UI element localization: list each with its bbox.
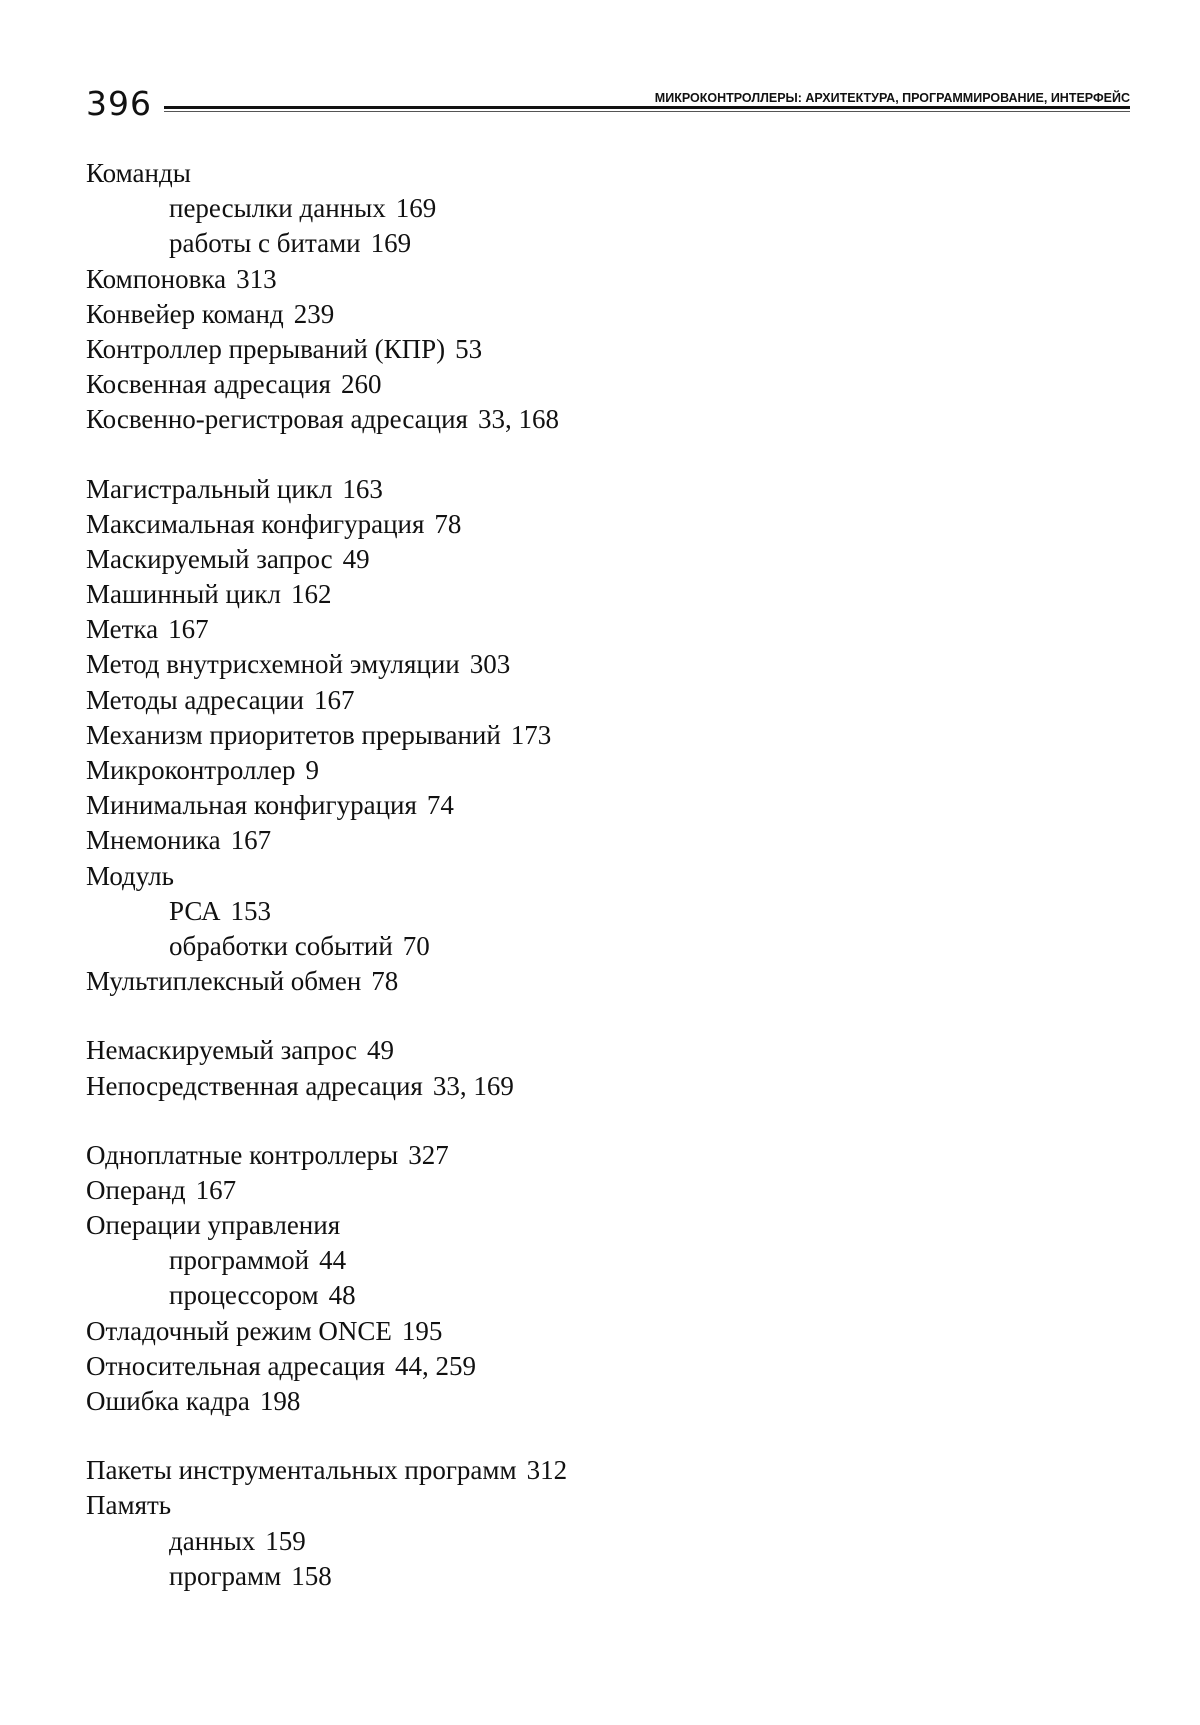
index-entry [86,1033,1086,1068]
index-term: данных [169,1525,256,1556]
index-group [86,1453,1086,1594]
index-term: РСА [169,895,221,926]
index-entry [86,683,1086,718]
index-term: Одноплатные контроллеры [86,1139,399,1170]
index-entry [86,1069,1086,1104]
index-page-ref: 33, 168 [477,404,559,435]
index-page-ref: 167 [195,1174,237,1205]
index-page-ref: 195 [401,1315,443,1346]
index-page-ref: 167 [313,684,355,715]
index-entry [86,859,1086,894]
index-term: Отладочный режим ONCE [86,1315,392,1346]
index-term: Контроллер прерываний (КПР) [86,333,446,364]
index-entry [86,542,1086,577]
index-page-ref: 169 [370,228,412,259]
index-term: Магистральный цикл [86,473,333,504]
index-page-ref: 169 [395,193,437,224]
index-term: Непосредственная адресация [86,1070,423,1101]
index-entry [86,1384,1086,1419]
index-page-ref: 44, 259 [395,1350,477,1381]
index-entry [86,1349,1086,1384]
index-term: Максимальная конфигурация [86,508,425,539]
index-entry [86,1208,1086,1243]
index-page-ref: 159 [265,1525,306,1556]
index-page-ref: 49 [342,543,370,574]
index-entry [86,402,1086,437]
index-group [86,1033,1086,1103]
index-term: Относительная адресация [86,1350,386,1381]
index-term: Маскируемый запрос [86,543,333,574]
subject-index [86,156,1086,1628]
index-page-ref: 163 [342,473,383,504]
index-term: Команды [86,158,191,188]
index-page-ref: 198 [259,1386,301,1416]
index-term: Конвейер команд [86,298,284,329]
index-term: Операции управления [86,1210,341,1241]
index-term: Метод внутрисхемной эмуляции [86,649,460,680]
index-page-ref: 9 [305,755,319,785]
index-entry [86,507,1086,542]
index-page-ref: 70 [402,930,430,961]
index-subentry [86,929,1086,964]
index-page-ref: 158 [291,1560,332,1591]
index-page-ref: 313 [236,263,277,294]
index-term: работы с битами [169,228,361,259]
index-page-ref: 153 [230,895,272,926]
index-term: Метка [86,614,159,645]
index-entry [86,1138,1086,1173]
index-term: Ошибка кадра [86,1386,250,1416]
header-rule-thin [164,111,1130,112]
index-term: Память [86,1490,172,1521]
index-page-ref: 74 [426,790,454,821]
index-entry [86,823,1086,858]
index-term: обработки событий [169,930,393,961]
index-page-ref: 49 [367,1035,395,1066]
index-page-ref: 162 [290,579,332,610]
index-term: Минимальная конфигурация [86,790,417,821]
index-page-ref: 167 [168,614,209,645]
index-entry [86,718,1086,753]
index-term: Машинный цикл [86,579,281,610]
index-term: программой [169,1245,310,1276]
index-entry [86,647,1086,682]
index-entry [86,472,1086,507]
index-term: Компоновка [86,263,227,294]
index-term: Микроконтроллер [86,755,296,785]
index-subentry [86,1524,1086,1559]
index-entry [86,964,1086,999]
index-entry [86,577,1086,612]
index-term: Методы адресации [86,684,304,715]
page-number: 396 [86,84,152,123]
index-page-ref: 78 [434,508,462,539]
index-page-ref: 53 [455,333,483,364]
index-entry [86,753,1086,788]
index-term: Косвенно-регистровая адресация [86,404,468,435]
index-term: Модуль [86,860,174,891]
index-term: Немаскируемый запрос [86,1035,358,1066]
index-group [86,156,1086,438]
index-term: процессором [169,1280,319,1311]
index-subentry [86,226,1086,261]
index-entry [86,788,1086,823]
index-page-ref: 303 [469,649,511,680]
index-page-ref: 44 [319,1245,347,1276]
index-term: пересылки данных [169,193,386,224]
index-entry [86,1453,1086,1488]
index-entry [86,367,1086,402]
index-term: Мультиплексный обмен [86,966,362,997]
index-subentry [86,1243,1086,1278]
index-entry [86,612,1086,647]
index-entry [86,1173,1086,1208]
index-term: Косвенная адресация [86,369,331,400]
index-entry [86,332,1086,367]
index-subentry [86,1278,1086,1313]
index-group [86,1138,1086,1420]
index-subentry [86,894,1086,929]
running-head [86,84,1130,124]
index-entry [86,297,1086,332]
index-page-ref: 48 [328,1280,356,1311]
index-page-ref: 173 [510,719,552,750]
header-rule [164,106,1130,109]
index-subentry [86,191,1086,226]
index-page-ref: 312 [526,1455,568,1486]
index-subentry [86,1559,1086,1594]
index-entry [86,1314,1086,1349]
index-term: Операнд [86,1174,186,1205]
index-group [86,472,1086,1000]
index-page-ref: 327 [408,1139,449,1170]
index-term: Пакеты инструментальных программ [86,1455,517,1486]
index-page-ref: 78 [371,966,399,997]
index-term: Мнемоника [86,825,221,856]
index-term: программ [169,1560,282,1591]
index-entry [86,262,1086,297]
index-page-ref: 239 [293,298,335,329]
index-entry [86,1488,1086,1523]
index-page-ref: 167 [230,825,272,856]
index-page-ref: 33, 169 [432,1070,514,1101]
index-term: Механизм приоритетов прерываний [86,719,501,750]
index-page-ref: 260 [340,369,382,400]
running-title: МИКРОКОНТРОЛЛЕРЫ: АРХИТЕКТУРА, ПРОГРАММИРОВАНИЕ, ИНТЕРФЕЙС [654,91,1130,105]
index-entry [86,156,1086,191]
